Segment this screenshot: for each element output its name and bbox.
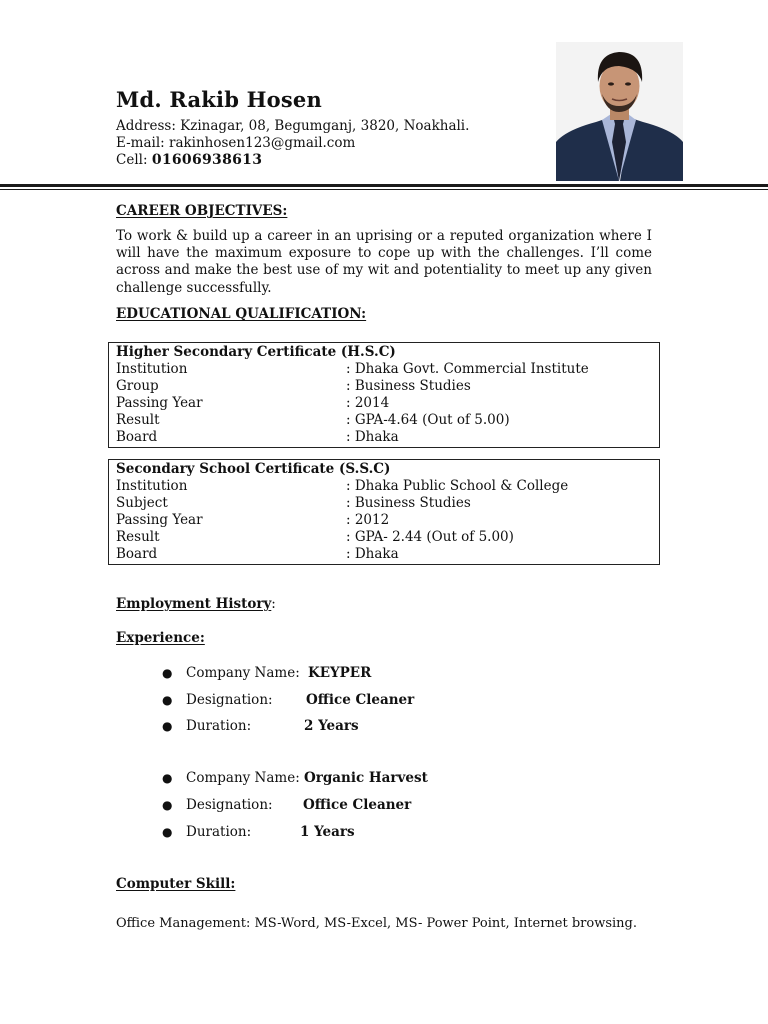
candidate-name: Md. Rakib Hosen	[116, 87, 322, 112]
computer-skill-text: Office Management: MS-Word, MS-Excel, MS- Power Point, Internet browsing.	[116, 916, 637, 931]
hsc-value: : 2014	[346, 395, 390, 411]
ssc-row-result	[116, 529, 514, 546]
cell-label: Cell:	[116, 152, 148, 168]
employment-heading-colon: :	[271, 596, 276, 612]
bullet-icon: ●	[162, 693, 173, 707]
hsc-value: : Dhaka	[346, 429, 399, 445]
job2-company	[162, 770, 428, 786]
hsc-box	[108, 342, 660, 448]
ssc-value: : 2012	[346, 512, 390, 528]
company-label: Company Name:	[186, 770, 300, 786]
hsc-label: Passing Year	[116, 395, 203, 411]
job2-designation	[162, 797, 412, 813]
duration-label: Duration:	[186, 718, 252, 734]
hsc-label: Institution	[116, 361, 188, 377]
hsc-label: Board	[116, 429, 158, 445]
hsc-title: Higher Secondary Certificate (H.S.C)	[116, 344, 396, 360]
ssc-label: Result	[116, 529, 160, 545]
bullet-icon: ●	[162, 825, 173, 839]
designation-value: Office Cleaner	[303, 797, 412, 813]
cell-line	[116, 152, 262, 169]
header-divider-thick	[0, 184, 768, 187]
ssc-row-institution	[116, 478, 568, 495]
job2-duration	[162, 824, 355, 840]
ssc-row-passing-year	[116, 512, 389, 529]
bullet-icon: ●	[162, 798, 173, 812]
ssc-value: : GPA- 2.44 (Out of 5.00)	[346, 529, 514, 545]
duration-label: Duration:	[186, 824, 252, 840]
ssc-value: : Business Studies	[346, 495, 471, 511]
designation-label: Designation:	[186, 797, 273, 813]
bullet-icon: ●	[162, 719, 173, 733]
company-value: Organic Harvest	[304, 770, 428, 786]
employment-heading-text: Employment History	[116, 596, 272, 612]
email-line: E-mail: rakinhosen123@gmail.com	[116, 135, 356, 151]
hsc-row-group	[116, 378, 471, 395]
hsc-row-board	[116, 429, 399, 446]
experience-heading: Experience:	[116, 630, 205, 646]
duration-value: 1 Years	[300, 824, 355, 840]
company-value: KEYPER	[308, 665, 372, 681]
job1-company	[162, 665, 372, 681]
employment-heading	[116, 596, 276, 612]
career-objectives-heading: CAREER OBJECTIVES:	[116, 203, 288, 219]
company-label: Company Name:	[186, 665, 300, 681]
profile-photo	[556, 42, 683, 181]
career-objectives-text: To work & build up a career in an uprising or a reputed organization where I will have the maximum exposure to cope up with the challenges. I’ll come across and make the best use of my wit and potentiality to meet up any given challenge successfully.	[116, 228, 652, 296]
designation-label: Designation:	[186, 692, 273, 708]
ssc-label: Board	[116, 546, 158, 562]
hsc-row-result	[116, 412, 510, 429]
ssc-title: Secondary School Certificate (S.S.C)	[116, 461, 391, 477]
hsc-row-institution	[116, 361, 589, 378]
hsc-label: Result	[116, 412, 160, 428]
ssc-label: Institution	[116, 478, 188, 494]
ssc-row-board	[116, 546, 399, 563]
ssc-row-subject	[116, 495, 471, 512]
ssc-label: Subject	[116, 495, 168, 511]
designation-value: Office Cleaner	[306, 692, 415, 708]
job1-duration	[162, 718, 359, 734]
cell-number: 01606938613	[151, 152, 263, 168]
hsc-value: : GPA-4.64 (Out of 5.00)	[346, 412, 510, 428]
ssc-label: Passing Year	[116, 512, 203, 528]
duration-value: 2 Years	[304, 718, 359, 734]
hsc-value: : Dhaka Govt. Commercial Institute	[346, 361, 589, 377]
hsc-row-passing-year	[116, 395, 389, 412]
bullet-icon: ●	[162, 771, 173, 785]
computer-skill-heading: Computer Skill:	[116, 876, 236, 892]
ssc-value: : Dhaka	[346, 546, 399, 562]
hsc-value: : Business Studies	[346, 378, 471, 394]
bullet-icon: ●	[162, 666, 173, 680]
education-heading: EDUCATIONAL QUALIFICATION:	[116, 306, 367, 322]
ssc-box	[108, 459, 660, 565]
job1-designation	[162, 692, 415, 708]
hsc-label: Group	[116, 378, 159, 394]
ssc-value: : Dhaka Public School & College	[346, 478, 569, 494]
address-line: Address: Kzinagar, 08, Begumganj, 3820, Noakhali.	[116, 118, 470, 134]
header-divider-thin	[0, 189, 768, 190]
